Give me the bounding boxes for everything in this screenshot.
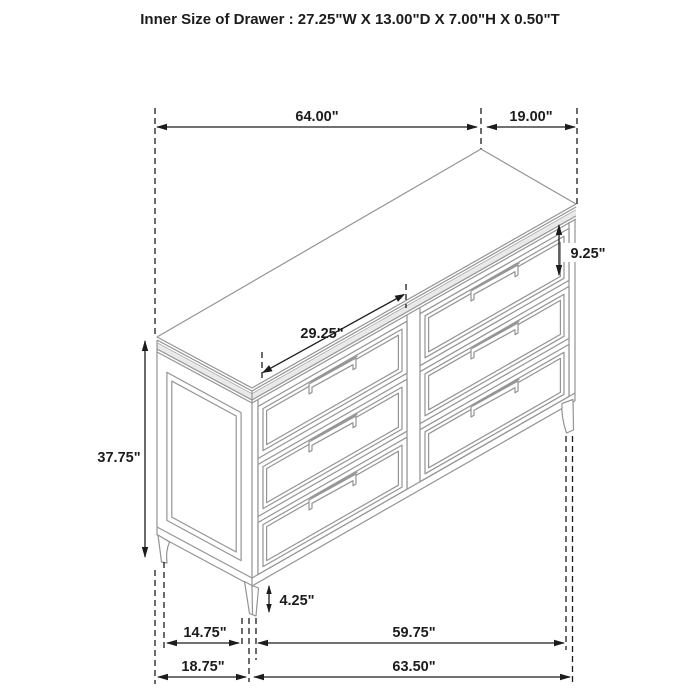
dim-label-leg-height: 4.25" xyxy=(279,593,315,609)
dresser-side-panel xyxy=(167,372,241,560)
dim-label-top-drawer-height: 9.25" xyxy=(570,246,606,262)
dim-label-floor-inner-right: 59.75" xyxy=(392,625,436,641)
dim-label-floor-inner-left: 14.75" xyxy=(183,625,227,641)
front-left-leg xyxy=(245,582,259,617)
dim-label-floor-outer-left: 18.75" xyxy=(181,659,225,675)
page-title: Inner Size of Drawer : 27.25"W X 13.00"D X 7.00"H X 0.50"T xyxy=(140,11,560,28)
dim-label-top-width: 64.00" xyxy=(295,109,339,125)
front-right-leg xyxy=(562,400,574,434)
dim-label-top-depth: 19.00" xyxy=(509,109,553,125)
dresser-illustration xyxy=(157,149,576,616)
back-left-leg xyxy=(158,535,170,563)
dim-label-drawer-front-width: 29.25" xyxy=(300,326,344,342)
dim-label-body-height: 37.75" xyxy=(97,450,141,466)
dim-label-floor-outer-right: 63.50" xyxy=(392,659,436,675)
